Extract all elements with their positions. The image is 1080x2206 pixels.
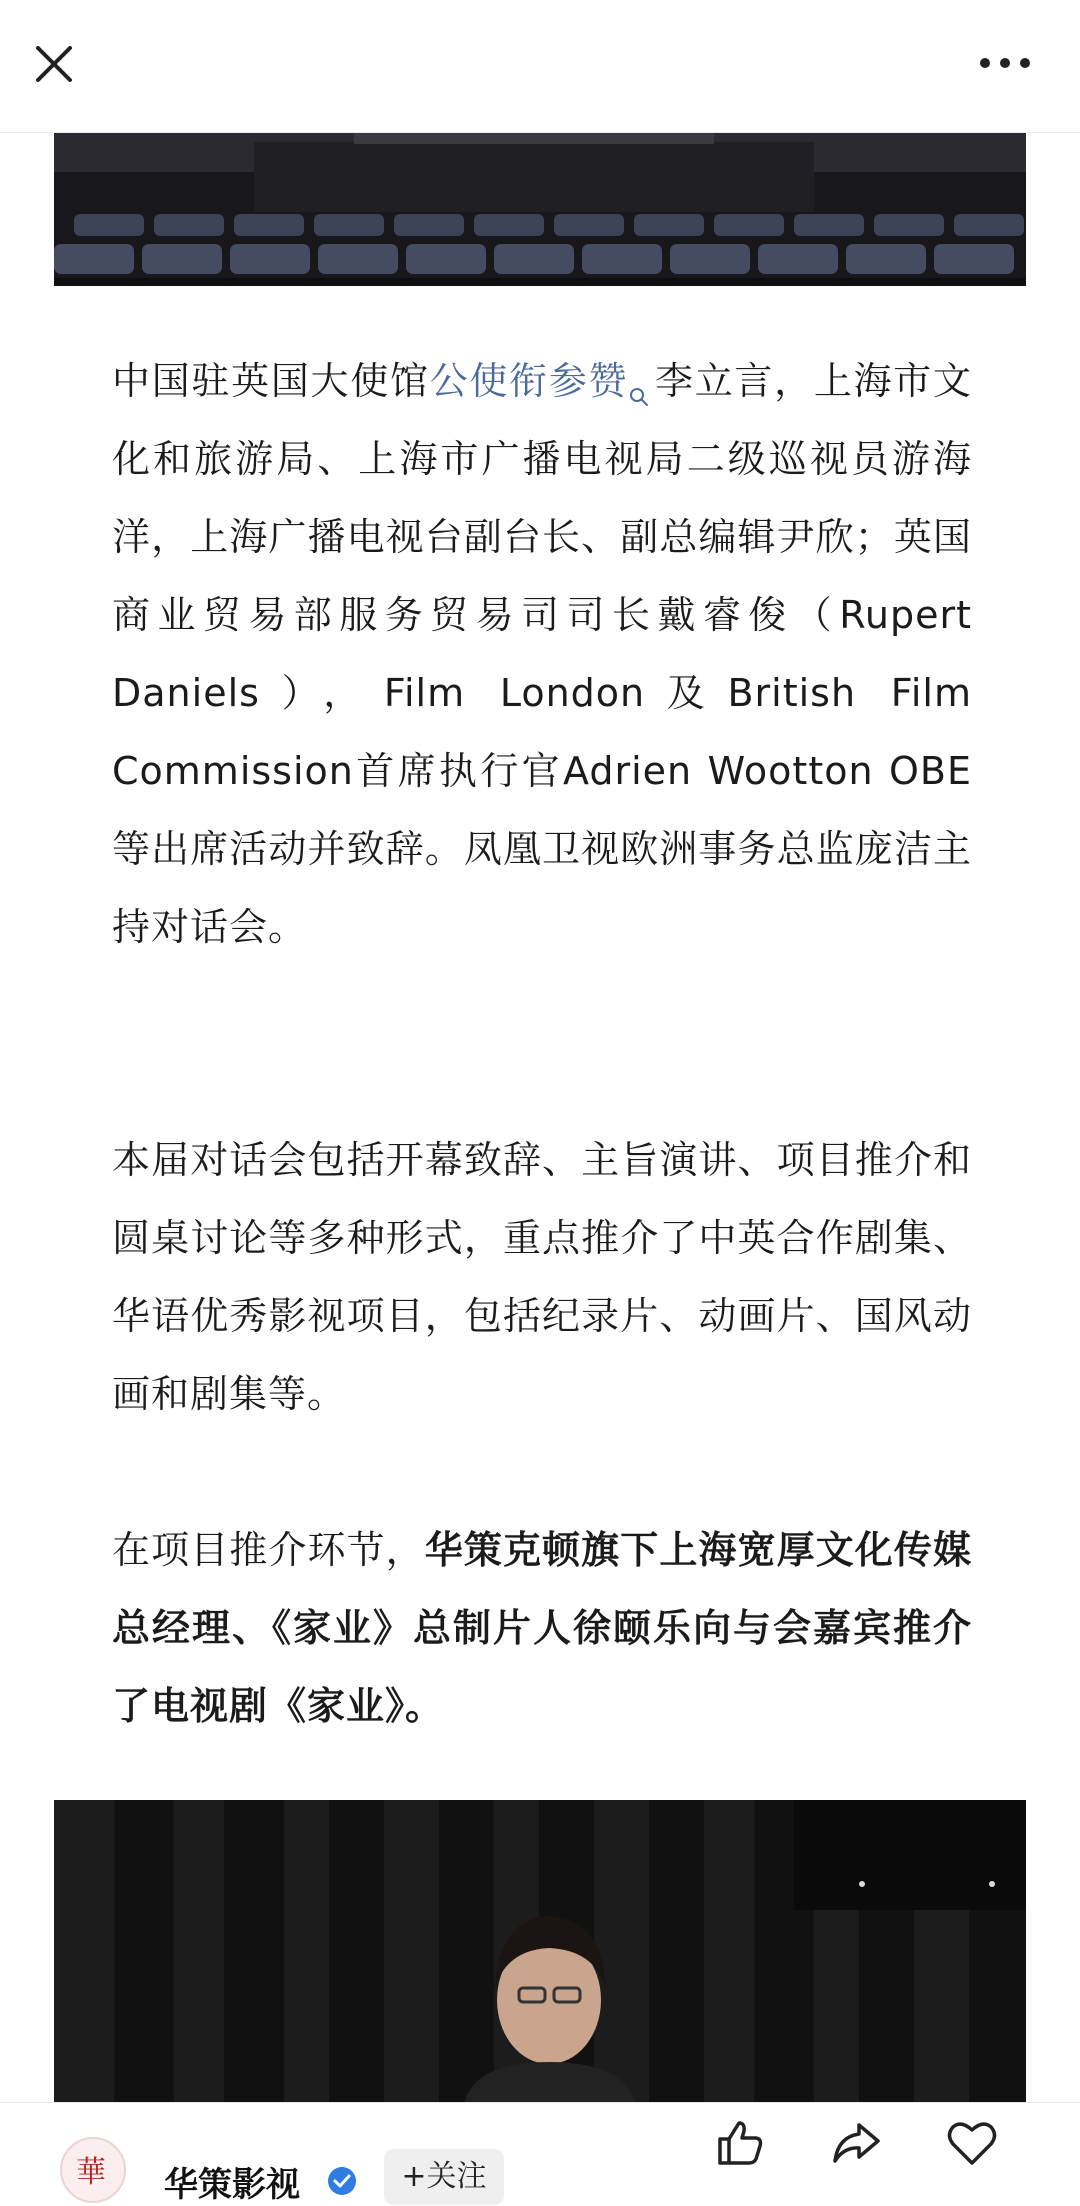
paragraph-project [112, 1511, 972, 1745]
keyword-link[interactable]: 公使衔参赞 [429, 359, 629, 403]
verified-badge-icon [326, 2165, 358, 2197]
avatar[interactable] [60, 2137, 126, 2203]
share-icon[interactable] [828, 2115, 884, 2171]
paragraph-forms [112, 1121, 972, 1433]
follow-button[interactable]: +关注 [384, 2149, 504, 2205]
heart-icon[interactable] [944, 2115, 1000, 2171]
paragraph-bold-text: 华策克顿旗下上海宽厚文化传媒总经理、《家业》总制片人徐颐乐向与会嘉宾推介了电视剧《家业》。 [112, 1528, 972, 1728]
paragraph-text: 在项目推介环节， [112, 1528, 425, 1572]
paragraph-text: 本届对话会包括开幕致辞、主旨演讲、项目推介和圆桌讨论等多种形式，重点推介了中英合作剧集、华语优秀影视项目，包括纪录片、动画片、国风动画和剧集等。 [112, 1138, 972, 1416]
bottom-bar [0, 2102, 1080, 2205]
thumbs-up-icon[interactable] [712, 2115, 768, 2171]
author-name[interactable]: 华策影视 [164, 2165, 300, 2205]
more-horizontal-icon[interactable] [975, 48, 1035, 78]
presenter-image [54, 1800, 1026, 2104]
avatar-text: 華 [76, 2155, 106, 2190]
search-icon[interactable] [628, 356, 650, 378]
paragraph-guests [112, 342, 972, 966]
paragraph-text: 李立言，上海市文化和旅游局、上海市广播电视局二级巡视员游海洋，上海广播电视台副台长、副总编辑尹欣；英国商业贸易部服务贸易司司长戴睿俊（Rupert Daniels），Film London及British Film Commission首席执行官Adrien Wootton OBE等出席活动并致辞。凤凰卫视欧洲事务总监庞洁主持对话会。 [112, 359, 972, 949]
theater-image [54, 132, 1026, 286]
paragraph-text: 中国驻英国大使馆 [112, 359, 430, 403]
top-bar [0, 0, 1080, 133]
close-icon[interactable] [28, 38, 80, 90]
